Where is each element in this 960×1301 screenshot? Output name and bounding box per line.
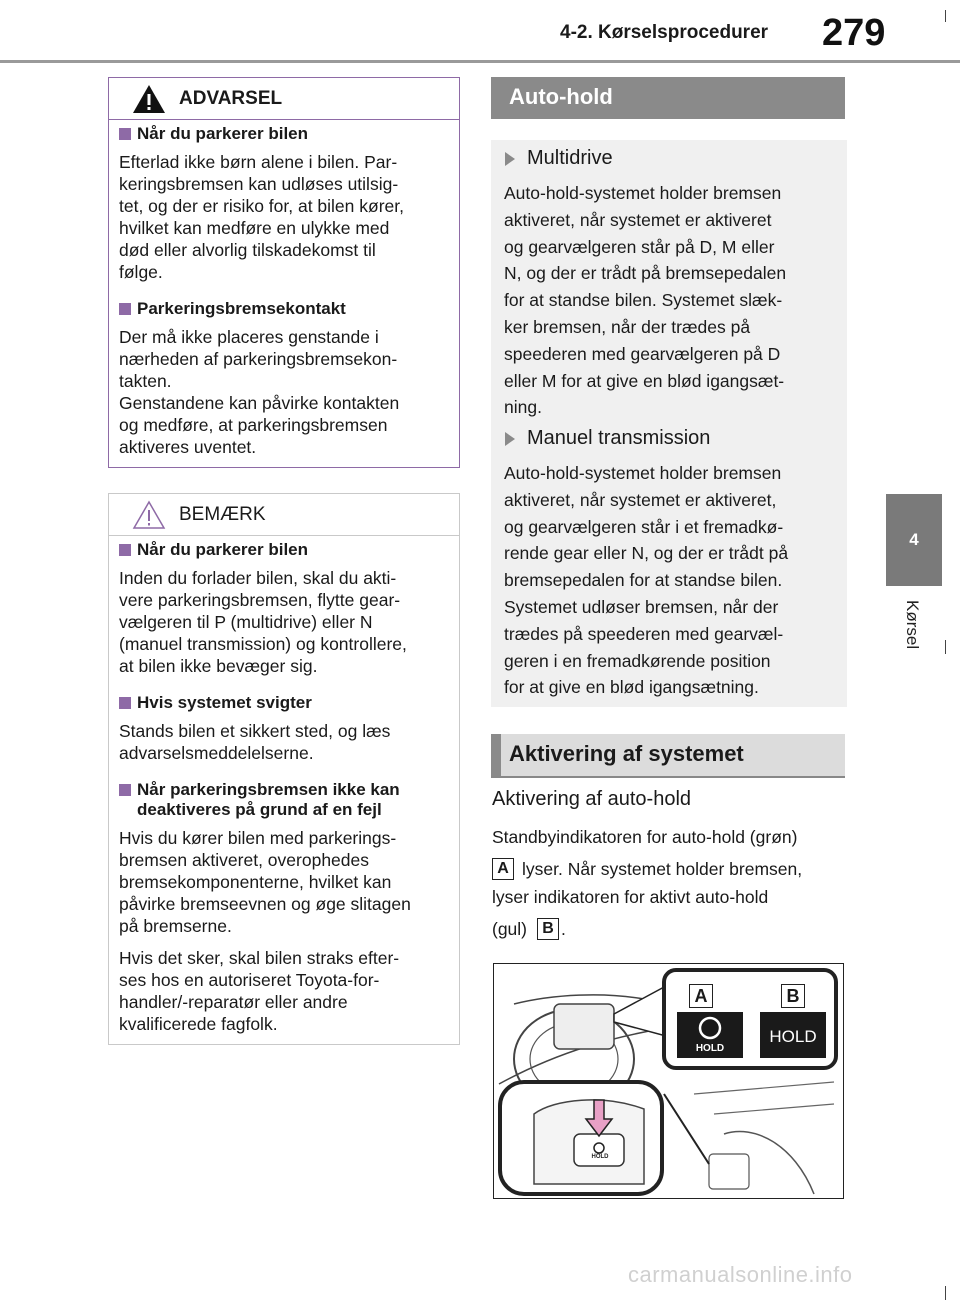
- warning-title: ADVARSEL: [179, 87, 283, 109]
- chapter-tab[interactable]: 4: [886, 494, 942, 586]
- mode-heading: Multidrive: [505, 147, 613, 170]
- note-title: BEMÆRK: [179, 503, 266, 525]
- note-paragraph: Hvis du kører bilen med parkerings- bremsen aktiveret, overophedes bremsekomponenterne, hvilket kan påvirke bremseevnen og øge slitagen på bremserne.: [119, 828, 411, 936]
- activation-heading: Aktivering af systemet: [491, 734, 845, 778]
- bullet-square-icon: [119, 128, 131, 140]
- heading-accent-bar: [491, 734, 501, 776]
- activation-text: A lyser. Når systemet holder bremsen,: [492, 858, 802, 880]
- bullet-square-icon: [119, 544, 131, 556]
- chapter-label: Kørsel: [903, 600, 922, 650]
- section-title: 4-2. Kørselsprocedurer: [560, 22, 769, 43]
- activation-text: lyser indikatoren for aktivt auto-hold: [492, 887, 769, 907]
- bullet-square-icon: [119, 303, 131, 315]
- arrow-icon: [505, 432, 515, 446]
- activation-text: (gul) B .: [492, 918, 566, 939]
- activation-subtitle: Aktivering af auto-hold: [492, 788, 692, 810]
- mode-paragraph: Auto-hold-systemet holder bremsen aktiveret, når systemet er aktiveret, og gearvælgeren står i et fremadkø- rende gear eller N, og der er trådt på bremsepedalen for at standse bilen. Systemet udløser bremsen, når der trædes på speederen med gearvæl- geren i en fremadkørende position for at give en blød igangsætning.: [504, 463, 789, 698]
- warning-paragraph: Efterlad ikke børn alene i bilen. Par- keringsbremsen kan udløses utilsig- tet, og der er risiko for, at bilen kører, hvilket kan medføre en ulykke med død eller alvorlig tilskadekomst til følge.: [119, 152, 404, 282]
- note-box: [108, 493, 460, 1045]
- standby-indicator-text: HOLD: [695, 1043, 725, 1054]
- activation-text: Standbyindikatoren for auto-hold (grøn): [492, 827, 798, 847]
- illustration-label-a: A: [689, 984, 713, 1008]
- crop-mark: [945, 10, 946, 22]
- caution-icon: [131, 499, 167, 531]
- watermark: carmanualsonline.info: [628, 1262, 853, 1287]
- crop-mark: [945, 640, 946, 654]
- note-paragraph: Hvis det sker, skal bilen straks efter- ses hos en autoriseret Toyota-for- handler/-reparatør eller andre kvalificerede fagfolk.: [119, 948, 400, 1034]
- header-rule: [0, 60, 960, 63]
- warning-box: [108, 77, 460, 468]
- note-subheading: Når du parkerer bilen: [119, 540, 454, 560]
- autohold-panel: [491, 140, 847, 707]
- mode-heading: Manuel transmission: [505, 427, 710, 450]
- warning-icon: [131, 83, 167, 115]
- hold-switch-text: HOLD: [591, 1154, 609, 1160]
- warning-paragraph: Der må ikke placeres genstande i nærheden af parkeringsbremsekon- takten. Genstandene kan påvirke kontakten og medføre, at parkeringsbremsen aktiveres uventet.: [119, 327, 400, 457]
- note-subheading: Hvis systemet svigter: [119, 693, 454, 713]
- label-a: A: [492, 858, 514, 880]
- bullet-square-icon: [119, 784, 131, 796]
- autohold-heading: Auto-hold: [491, 77, 845, 119]
- warning-subheading: Parkeringsbremsekontakt: [119, 299, 454, 319]
- warning-subheading: Når du parkerer bilen: [119, 124, 454, 144]
- dashboard-illustration: [493, 963, 844, 1199]
- warning-header: [109, 78, 459, 120]
- illustration-label-b: B: [781, 984, 805, 1008]
- arrow-icon: [505, 152, 515, 166]
- note-subheading: Når parkeringsbremsen ikke kan deaktiveres på grund af en fejl: [119, 780, 454, 820]
- bullet-square-icon: [119, 697, 131, 709]
- page-number: 279: [822, 12, 886, 54]
- active-indicator-text: HOLD: [769, 1027, 817, 1046]
- note-paragraph: Inden du forlader bilen, skal du akti- vere parkeringsbremsen, flytte gear- vælgeren til P (multidrive) eller N (manuel transmission) og kontrollere, at bilen ikke bevæger sig.: [119, 568, 407, 676]
- note-paragraph: Stands bilen et sikkert sted, og læs advarselsmeddelelserne.: [119, 721, 391, 763]
- mode-paragraph: Auto-hold-systemet holder bremsen aktiveret, når systemet er aktiveret og gearvælgeren står på D, M eller N, og der er trådt på bremsepedalen for at standse bilen. Systemet slæk- ker bremsen, når der trædes på speederen med gearvælgeren på D eller M for at give en blød igangsæt- ning.: [504, 183, 787, 418]
- note-header: [109, 494, 459, 536]
- label-b: B: [537, 918, 559, 940]
- crop-mark: [945, 1286, 946, 1300]
